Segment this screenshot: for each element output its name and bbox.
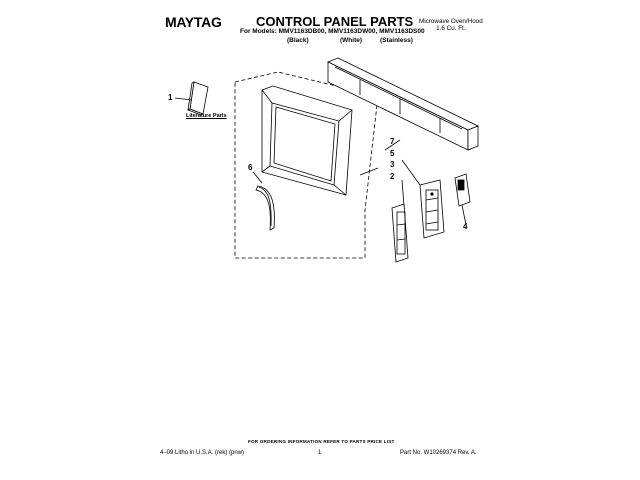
callout-7: 7 <box>390 137 395 146</box>
product-line-2: 1.6 Cu. Ft. <box>436 25 466 33</box>
keypad-panel <box>392 204 408 262</box>
models-line: For Models: MMV1163DB00, MMV1163DW00, MMV1163DS00 <box>240 28 425 35</box>
callout-6: 6 <box>248 163 253 172</box>
control-board-bracket <box>420 180 444 238</box>
product-line-1: Microwave Oven/Hood <box>419 18 483 25</box>
callout-4: 4 <box>463 222 468 231</box>
literature-parts-booklet <box>175 82 208 115</box>
page-title: CONTROL PANEL PARTS <box>256 14 414 29</box>
part-number: Part No. W10269374 Rev. A. <box>400 450 477 456</box>
callout-1: 1 <box>168 93 173 102</box>
small-bracket-part <box>455 174 470 206</box>
door-handle <box>253 172 274 230</box>
callout-5: 5 <box>390 149 395 158</box>
litho-info: 4–09 Litho in U.S.A. (rek) (pnw) <box>160 450 245 456</box>
brand-logo: MAYTAG <box>165 14 222 30</box>
callout-3: 3 <box>390 160 395 169</box>
finish-stainless: (Stainless) <box>380 37 413 44</box>
finish-white: (White) <box>340 37 363 44</box>
door-frame <box>262 86 352 195</box>
ordering-note: FOR ORDERING INFORMATION REFER TO PARTS PRICE LIST <box>248 439 395 444</box>
callout-2: 2 <box>390 172 395 181</box>
finish-black: (Black) <box>287 37 309 44</box>
literature-parts-label: Literature Parts <box>186 113 227 119</box>
page-number: 1 <box>318 450 322 456</box>
